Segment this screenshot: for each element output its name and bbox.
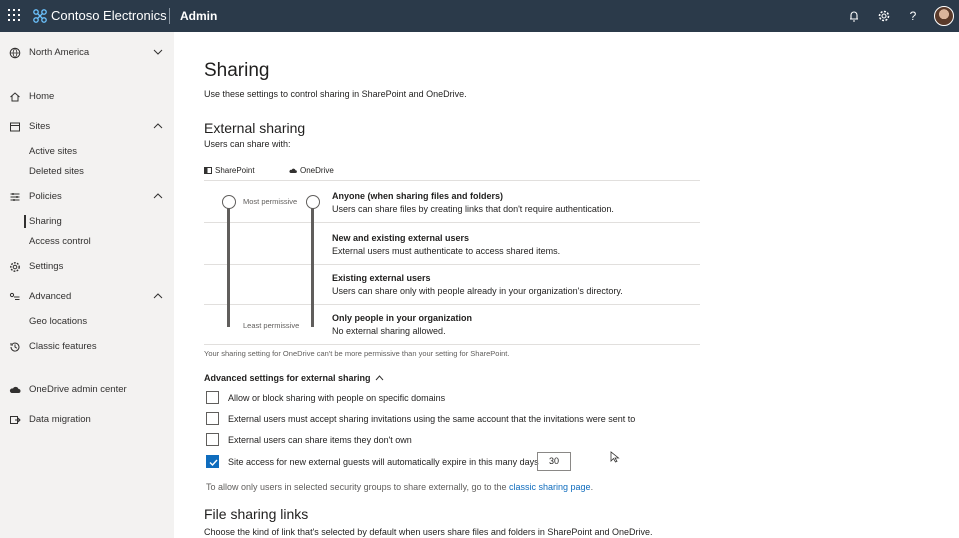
share-not-owned-checkbox-label: External users can share items they don't own <box>228 435 412 445</box>
main-content <box>174 32 959 538</box>
sharepoint-slider-track[interactable] <box>227 203 230 327</box>
least-permissive-label: Least permissive <box>243 321 300 330</box>
chevron-up-icon <box>153 191 163 201</box>
checkmark-icon <box>208 457 219 468</box>
sharepoint-slider-thumb[interactable] <box>222 195 236 209</box>
mouse-cursor-icon <box>610 451 620 463</box>
most-permissive-label: Most permissive <box>243 197 298 206</box>
sidebar-item-access-control[interactable]: Access control <box>29 236 91 247</box>
advanced-settings-label: Advanced settings for external sharing <box>204 373 371 383</box>
advanced-icon <box>9 291 21 303</box>
help-prefix: To allow only users in selected security groups to share externally, go to the <box>206 482 507 492</box>
contoso-logo <box>33 9 47 23</box>
file-sharing-links-heading: File sharing links <box>204 506 309 522</box>
bell-icon[interactable] <box>847 9 861 23</box>
chevron-up-icon <box>153 121 163 131</box>
classic-sharing-link[interactable]: classic sharing page <box>509 482 591 492</box>
option-new-existing-desc: External users must authenticate to access shared items. <box>332 246 561 256</box>
top-bar <box>0 0 959 32</box>
brand-name[interactable]: Contoso Electronics <box>51 8 167 23</box>
chevron-up-icon <box>153 291 163 301</box>
domains-checkbox[interactable] <box>206 391 219 404</box>
option-new-existing-title: New and existing external users <box>332 233 470 243</box>
share-not-owned-checkbox[interactable] <box>206 433 219 446</box>
onedrive-slider-thumb[interactable] <box>306 195 320 209</box>
row-divider <box>204 222 700 223</box>
sidebar-item-label: Sites <box>29 121 51 132</box>
chevron-down-icon <box>153 47 163 57</box>
sharing-note: Your sharing setting for OneDrive can't be more permissive than your setting for SharePoint. <box>204 349 510 358</box>
service-label: SharePoint <box>215 166 255 175</box>
row-divider <box>204 304 700 305</box>
sidebar-item-label: Data migration <box>29 414 91 425</box>
file-sharing-links-description: Choose the kind of link that's selected by default when users share files and folders in SharePoint and OneDrive. <box>204 527 653 537</box>
waffle-icon[interactable] <box>8 9 20 21</box>
sidebar-item-label: OneDrive admin center <box>29 384 127 395</box>
home-icon <box>9 91 21 103</box>
sidebar <box>0 32 174 538</box>
row-divider <box>204 264 700 265</box>
external-sharing-subheading: Users can share with: <box>204 139 291 149</box>
option-existing-title: Existing external users <box>332 273 431 283</box>
header-divider <box>169 8 170 24</box>
onedrive-slider-track[interactable] <box>311 203 314 327</box>
option-existing-desc: Users can share only with people already in your organization's directory. <box>332 286 623 296</box>
same-account-checkbox-label: External users must accept sharing invitations using the same account that the invitations were sent to <box>228 414 636 424</box>
globe-icon <box>9 47 21 59</box>
migration-icon <box>9 414 21 426</box>
expire-days-input[interactable]: 30 <box>537 452 571 471</box>
sites-icon <box>9 121 21 133</box>
sharepoint-icon <box>204 167 212 174</box>
page-title: Sharing <box>204 60 270 81</box>
page-description: Use these settings to control sharing in SharePoint and OneDrive. <box>204 89 467 99</box>
same-account-checkbox[interactable] <box>206 412 219 425</box>
cloud-icon <box>9 384 21 396</box>
guest-expire-checkbox-label: Site access for new external guests will automatically expire in this many days <box>228 457 539 467</box>
selected-indicator <box>24 215 26 228</box>
sidebar-item-geo-locations[interactable]: Geo locations <box>29 316 88 327</box>
row-divider <box>204 180 700 181</box>
sidebar-item-deleted-sites[interactable]: Deleted sites <box>29 166 84 177</box>
sidebar-item-label: Settings <box>29 261 64 272</box>
external-sharing-heading: External sharing <box>204 120 306 136</box>
option-org-only-desc: No external sharing allowed. <box>332 326 446 336</box>
sidebar-item-label: Advanced <box>29 291 72 302</box>
gear-icon <box>9 261 21 273</box>
app-title: Admin <box>180 9 218 23</box>
region-label: North America <box>29 47 90 58</box>
option-anyone-desc: Users can share files by creating links that don't require authentication. <box>332 204 614 214</box>
classic-sharing-help <box>206 482 593 492</box>
row-divider <box>204 344 700 345</box>
service-sharepoint <box>204 166 255 175</box>
sidebar-item-sharing[interactable]: Sharing <box>29 216 62 227</box>
service-onedrive <box>289 166 334 175</box>
option-org-only-title: Only people in your organization <box>332 313 473 323</box>
domains-checkbox-label: Allow or block sharing with people on specific domains <box>228 393 446 403</box>
chevron-up-icon <box>375 374 384 381</box>
gear-icon[interactable] <box>877 9 891 23</box>
option-anyone-title: Anyone (when sharing files and folders) <box>332 191 504 201</box>
policies-icon <box>9 191 21 203</box>
help-icon[interactable]: ? <box>909 9 917 23</box>
history-icon <box>9 341 21 353</box>
service-label: OneDrive <box>300 166 334 175</box>
sidebar-item-label: Home <box>29 91 55 102</box>
help-suffix: . <box>590 482 594 492</box>
sidebar-item-label: Classic features <box>29 341 97 352</box>
guest-expire-checkbox[interactable] <box>206 455 219 468</box>
cloud-icon <box>289 167 297 174</box>
avatar[interactable] <box>934 6 954 26</box>
sidebar-item-active-sites[interactable]: Active sites <box>29 146 78 157</box>
sidebar-item-label: Policies <box>29 191 62 202</box>
advanced-settings-toggle[interactable] <box>204 373 384 383</box>
